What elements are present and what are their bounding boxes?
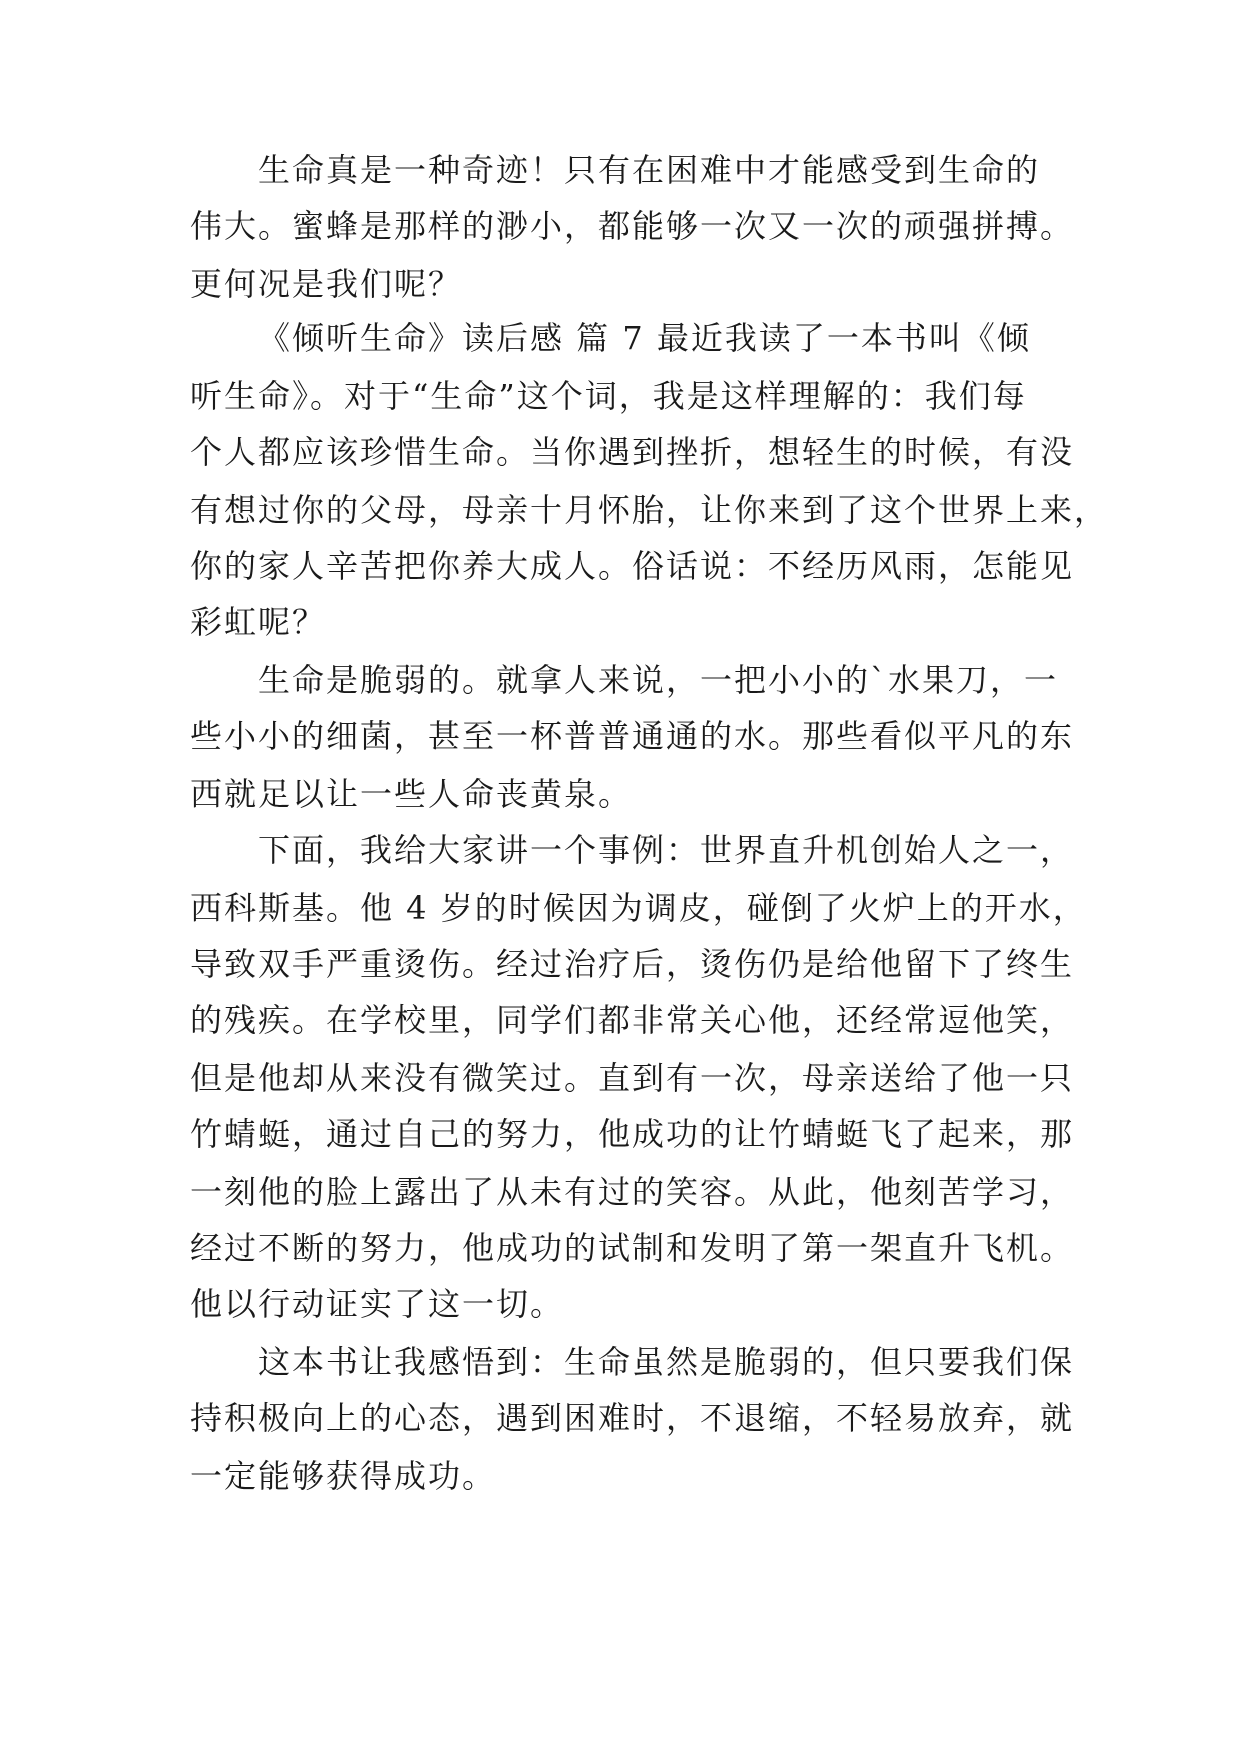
paragraph-1-line-2: 伟大。蜜蜂是那样的渺小，都能够一次又一次的顽强拼搏。 <box>190 207 1075 245</box>
paragraph-2-line-4: 有想过你的父母，母亲十月怀胎，让你来到了这个世界上来， <box>190 491 1109 529</box>
paragraph-3-line-3: 西就足以让一些人命丧黄泉。 <box>190 775 633 813</box>
paragraph-4-line-8: 经过不断的努力，他成功的试制和发明了第一架直升飞机。 <box>190 1229 1075 1267</box>
paragraph-5-line-2: 持积极向上的心态，遇到困难时，不退缩，不轻易放弃，就 <box>190 1399 1075 1437</box>
section-heading-line: 《倾听生命》读后感 篇 7 最近我读了一本书叫《倾 <box>258 319 1031 357</box>
paragraph-4-line-7: 一刻他的脸上露出了从未有过的笑容。从此，他刻苦学习， <box>190 1173 1075 1211</box>
paragraph-5-line-3: 一定能够获得成功。 <box>190 1457 497 1495</box>
paragraph-3-line-2: 些小小的细菌，甚至一杯普普通通的水。那些看似平凡的东 <box>190 717 1075 755</box>
paragraph-4-line-1: 下面，我给大家讲一个事例：世界直升机创始人之一， <box>258 831 1075 869</box>
paragraph-2-line-5: 你的家人辛苦把你养大成人。俗话说：不经历风雨，怎能见 <box>190 547 1075 585</box>
paragraph-5-line-1: 这本书让我感悟到：生命虽然是脆弱的，但只要我们保 <box>258 1343 1075 1381</box>
paragraph-2-line-3: 个人都应该珍惜生命。当你遇到挫折，想轻生的时候，有没 <box>190 433 1075 471</box>
paragraph-1-line-1: 生命真是一种奇迹！只有在困难中才能感受到生命的 <box>258 151 1041 189</box>
paragraph-4-line-6: 竹蜻蜓，通过自己的努力，他成功的让竹蜻蜓飞了起来，那 <box>190 1115 1075 1153</box>
paragraph-2-line-2: 听生命》。对于“生命”这个词，我是这样理解的：我们每 <box>190 377 1027 415</box>
paragraph-4-line-9: 他以行动证实了这一切。 <box>190 1285 565 1323</box>
paragraph-1-line-3: 更何况是我们呢？ <box>190 265 463 303</box>
paragraph-4-line-5: 但是他却从来没有微笑过。直到有一次，母亲送给了他一只 <box>190 1059 1075 1097</box>
paragraph-4-line-2: 西科斯基。他 4 岁的时候因为调皮，碰倒了火炉上的开水， <box>190 889 1087 927</box>
paragraph-2-line-6: 彩虹呢？ <box>190 603 327 641</box>
paragraph-3-line-1: 生命是脆弱的。就拿人来说，一把小小的`水果刀，一 <box>258 661 1059 699</box>
paragraph-4-line-4: 的残疾。在学校里，同学们都非常关心他，还经常逗他笑， <box>190 1001 1075 1039</box>
paragraph-4-line-3: 导致双手严重烫伤。经过治疗后，烫伤仍是给他留下了终生 <box>190 945 1075 983</box>
